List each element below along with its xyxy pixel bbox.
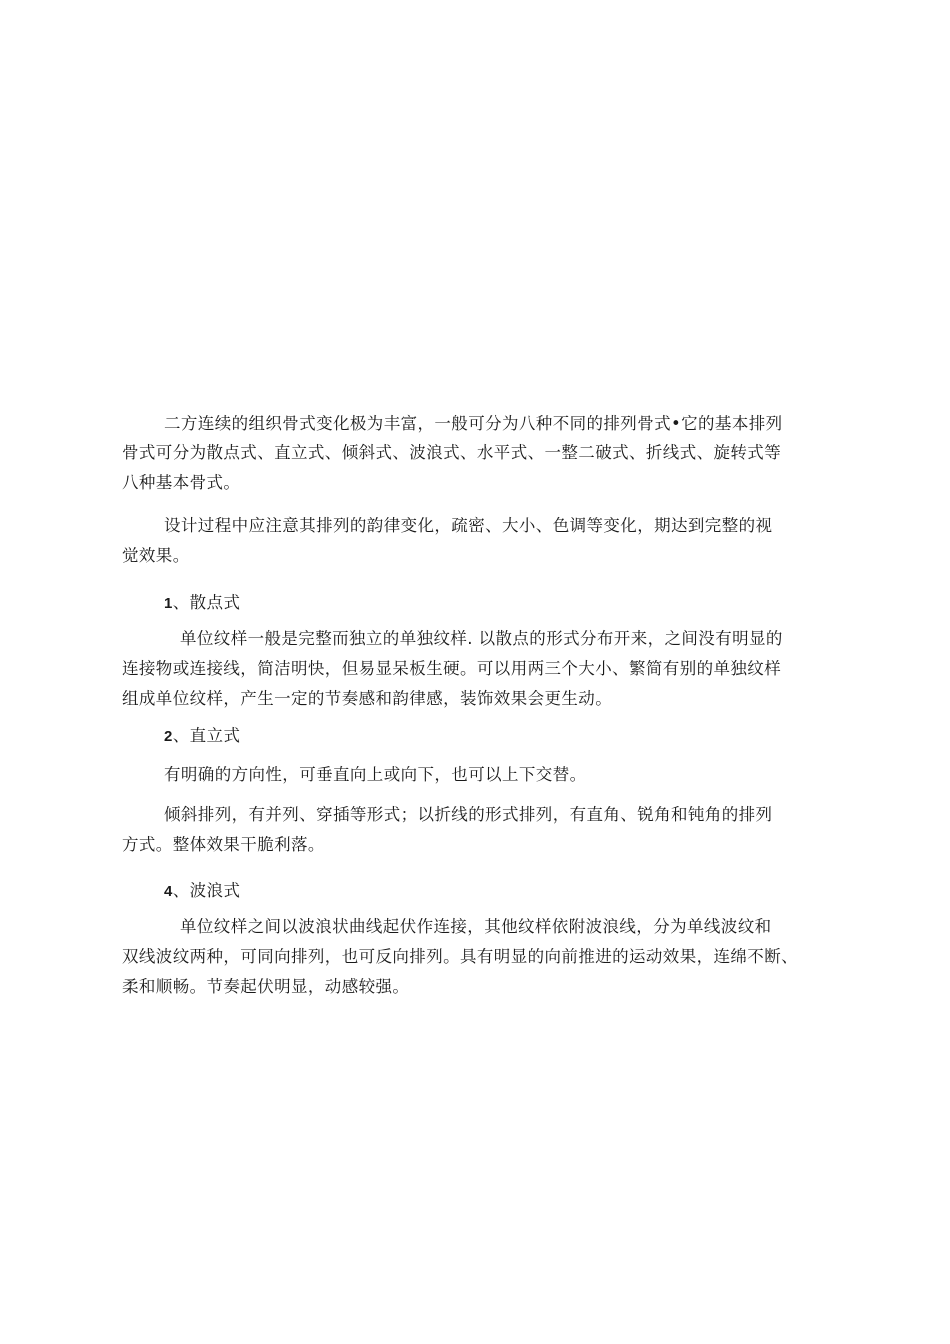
section-wave-line-2: 双线波纹两种，可同向排列，也可反向排列。具有明显的向前推进的运动效果，连绵不断、 [122,947,798,966]
paragraph-slant-line-2: 方式。整体效果干脆利落。 [122,835,325,854]
section-title: 、波浪式 [172,881,241,900]
paragraph-slant-line-1: 倾斜排列，有并列、穿插等形式；以折线的形式排列，有直角、锐角和钝角的排列 [164,805,773,824]
section-scatter-line-2: 连接物或连接线，简洁明快，但易显呆板生硬。可以用两三个大小、繁简有别的单独纹样 [122,659,782,678]
section-upright-line-1: 有明确的方向性，可垂直向上或向下，也可以上下交替。 [164,765,587,784]
paragraph-intro-line-3: 八种基本骨式。 [122,473,241,492]
section-wave-line-1: 单位纹样之间以波浪状曲线起伏作连接，其他纹样依附波浪线，分为单线波纹和 [180,917,772,936]
section-scatter-line-1: 单位纹样一般是完整而独立的单独纹样. 以散点的形式分布开来，之间没有明显的 [180,629,783,648]
section-number: 1 [164,595,173,612]
section-title: 、散点式 [172,593,241,612]
section-number: 2 [164,728,173,745]
paragraph-design-line-2: 觉效果。 [122,546,190,565]
section-number: 4 [164,883,173,900]
section-heading-scatter [164,592,240,615]
paragraph-intro-line-1: 二方连续的组织骨式变化极为丰富，一般可分为八种不同的排列骨式•它的基本排列 [164,414,783,433]
section-heading-wave [164,880,240,903]
section-heading-upright [164,725,240,748]
paragraph-intro-line-2: 骨式可分为散点式、直立式、倾斜式、波浪式、水平式、一整二破式、折线式、旋转式等 [122,443,782,462]
paragraph-design-line-1: 设计过程中应注意其排列的韵律变化，疏密、大小、色调等变化，期达到完整的视 [164,516,773,535]
section-wave-line-3: 柔和顺畅。节奏起伏明显，动感较强。 [122,977,410,996]
section-scatter-line-3: 组成单位纹样，产生一定的节奏感和韵律感，装饰效果会更生动。 [122,689,613,708]
section-title: 、直立式 [172,726,241,745]
